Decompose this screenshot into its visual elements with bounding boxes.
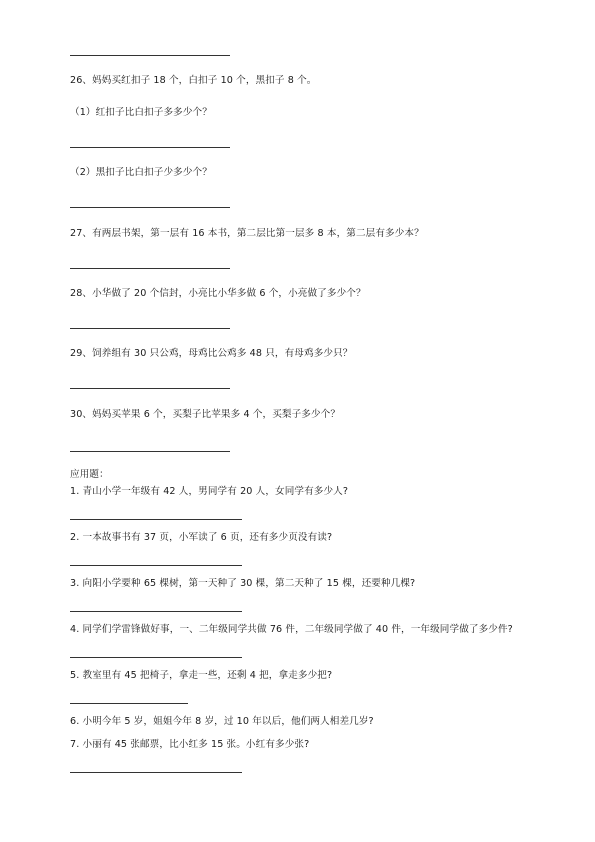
- answer-line: [70, 388, 230, 389]
- question-26-part-1: （1）红扣子比白扣子多多少个？: [70, 107, 212, 118]
- applied-question-1: 1. 青山小学一年级有 42 人，男同学有 20 人，女同学有多少人?: [70, 486, 349, 497]
- answer-line: [70, 657, 242, 658]
- question-26-part-2: （2）黑扣子比白扣子少多少个？: [70, 167, 212, 178]
- answer-line: [70, 703, 188, 704]
- answer-line: [70, 55, 230, 56]
- applied-question-4: 4. 同学们学雷锋做好事，一、二年级同学共做 76 件，二年级同学做了 40 件，一年级同学做了多少件?: [70, 624, 513, 635]
- answer-line: [70, 772, 242, 773]
- answer-line: [70, 611, 242, 612]
- answer-line: [70, 519, 242, 520]
- answer-line: [70, 207, 230, 208]
- question-26: 26、妈妈买红扣子 18 个，白扣子 10 个，黑扣子 8 个。: [70, 75, 317, 86]
- applied-question-2: 2. 一本故事书有 37 页，小军读了 6 页，还有多少页没有读?: [70, 532, 333, 543]
- applied-question-6: 6. 小明今年 5 岁，姐姐今年 8 岁，过 10 年以后，他们两人相差几岁?: [70, 716, 374, 727]
- question-27: 27、有两层书架，第一层有 16 本书，第二层比第一层多 8 本，第二层有多少本？: [70, 228, 424, 239]
- question-30: 30、妈妈买苹果 6 个，买梨子比苹果多 4 个，买梨子多少个？: [70, 409, 341, 420]
- answer-line: [70, 565, 242, 566]
- answer-line: [70, 147, 230, 148]
- question-29: 29、饲养组有 30 只公鸡，母鸡比公鸡多 48 只，有母鸡多少只？: [70, 348, 353, 359]
- applied-question-7: 7. 小丽有 45 张邮票，比小红多 15 张。小红有多少张?: [70, 739, 310, 750]
- answer-line: [70, 451, 230, 452]
- applied-question-5: 5. 教室里有 45 把椅子，拿走一些，还剩 4 把，拿走多少把?: [70, 670, 333, 681]
- section-heading: 应用题：: [70, 469, 109, 480]
- applied-question-3: 3. 向阳小学要种 65 棵树，第一天种了 30 棵，第二天种了 15 棵，还要种几棵?: [70, 578, 416, 589]
- answer-line: [70, 268, 230, 269]
- question-28: 28、小华做了 20 个信封，小亮比小华多做 6 个，小亮做了多少个？: [70, 288, 366, 299]
- answer-line: [70, 328, 230, 329]
